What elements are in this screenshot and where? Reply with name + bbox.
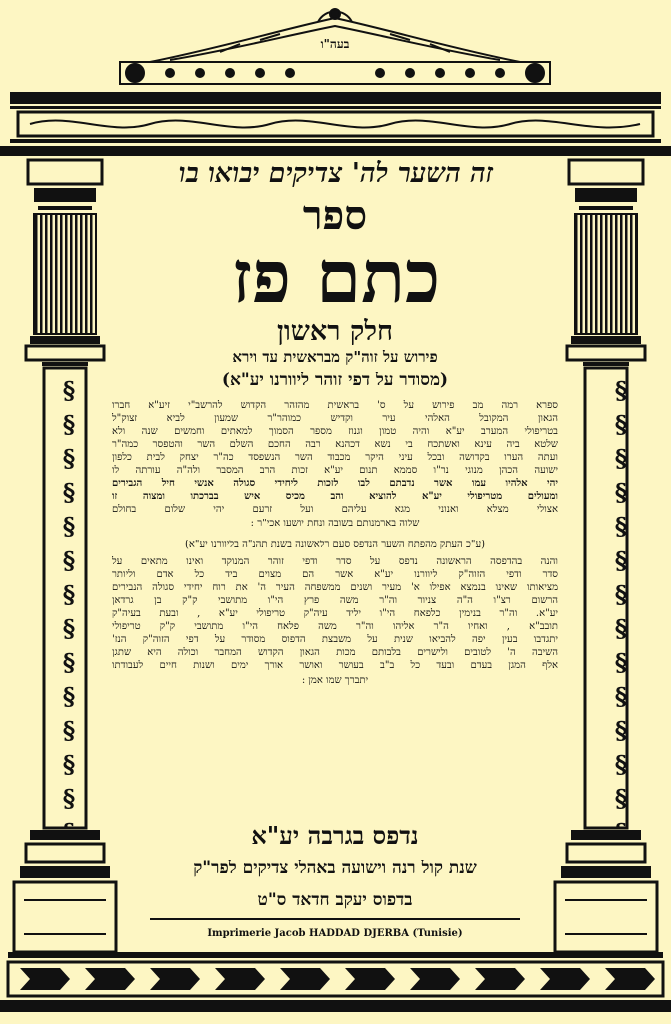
- note-line: מציאותו שאינו בנמצא אפילו א' מעיר ושנים ממשפחה העיר ה' את רוח יחידי סגולה הנבירים: [112, 582, 558, 593]
- intro-line: שלטא ביה עינא ואשתכח בי נשא דכהנא רבה החכם השלם השר והטפסר כמה"ר: [112, 439, 558, 450]
- bsd-mark: בעה"ו: [320, 38, 350, 50]
- note-line: והנה בהדפסה הראשונה נדפס על סדר ודפי זוהר המנוקד ואינו מתאים על: [112, 556, 558, 567]
- intro-line: בטריפולי המערב יע"א והיה טמון וגנוז מספר הסמוך למאתים וחמשים שנה ולא: [112, 426, 558, 437]
- footer-rule: [150, 918, 520, 920]
- printing-location: נדפס בגרבה יע"א: [251, 824, 419, 848]
- note-line: יע"א. וה"ר בנימין כלפאח הי"ו יליד עיה"ק טריפולי יע"א , ובעת בעיה"ק: [112, 608, 558, 619]
- volume-label: חלק ראשון: [277, 318, 393, 345]
- intro-line: ספרא רמה מב פירוש על ס' בראשית מהזהר הקדוש להרשב"י זיע"א חברו: [112, 400, 558, 411]
- note-line: תובב"א , ואחיו ה"ר אליהו וה"ר משה פלאח הי"ו מתושבי ק"ק טריפולי: [112, 621, 558, 632]
- note-line: השיבה ה' לטובים ולישרים בלבותם מכות הגאון הקדוש המחבר וכולה היא שתגן: [112, 647, 558, 658]
- note-line: אלף המגן בעדם ובעד כל ב"ב בעושר ואושר אורך ימים ושנות חיים לעבודתו: [112, 660, 558, 671]
- note-line: הרשום רצ"ו ה"ה צניור וה"ר משה פרץ הי"ו מתושבי ק"ק בן גרדאן: [112, 595, 558, 606]
- note-line: סדר ודפי הזוה"ק ליוורנו יע"א אשר הם מצוים ביד כל אדם וליותר: [112, 569, 558, 580]
- intro-line: ועתה הערו בקדושה ובכל עיני היקר מכבוד השר הנשפסד כה"ר יצחק לבית כלפון: [112, 452, 558, 463]
- right-column: [555, 160, 657, 952]
- note-line: יתגדבו בעין יפה להביאו שנית על משבצת הדפוס מסודר על דפי הזוה"ק הנז': [112, 634, 558, 645]
- bottom-plinth: [0, 952, 671, 1012]
- top-cornice: [0, 92, 671, 156]
- intro-line: יהי אלהיו עמו אשר נדבתם לבו לזכות ליחידי סגולה אנשי חיל הגבירים: [112, 478, 558, 489]
- arrangement-note: (מסודר על דפי זוהר ליוורנו יע"א): [221, 372, 449, 389]
- note-line: (ע"כ העתק מהפתח השער הנדפס סעם רלאשונה בשנת תהנ"ה בליוורנו יע"א): [184, 540, 486, 550]
- intro-line: ומעולים מטריפולי יע"א להוציא והב מכיס איש בברכתו ומצוה זו: [112, 491, 558, 502]
- imprint-line: Imprimerie Jacob HADDAD DJERBA (Tunisie): [207, 928, 463, 939]
- printer-name: בדפוס יעקב חדאד ס"ט: [257, 892, 413, 909]
- printing-year: שנת קול רנה וישועה באהלי צדיקים לפר"ק: [193, 860, 477, 877]
- book-subtitle: פירוש על זוה"ק מבראשית עד וירא: [232, 350, 438, 365]
- intro-line: ישועה הכהן מנוגי נר"ו סממא תנום יע"א זכות הרב המסבר ולה"ה עורתה לו: [112, 465, 558, 476]
- intro-line: הגאון המקובל האלהי עיר וקדיש כמוהר"ר שמעון לביא זצוק"ל: [112, 413, 558, 424]
- intro-line: שלוה בארמנותם בשובה ונחת יושעו אכי"ר :: [250, 519, 420, 529]
- sefer-label: ספר: [302, 196, 368, 236]
- opening-verse: זה השער לה' צדיקים יבואו בו: [178, 160, 494, 187]
- left-column: [14, 160, 116, 952]
- note-line: יתברך שמו אמן :: [301, 676, 369, 686]
- book-title: כתם פז: [231, 238, 441, 316]
- intro-line: אצולי מצלא ואנוני מגא עליהם ועל זרעם יהי שלום בחולם: [112, 504, 558, 515]
